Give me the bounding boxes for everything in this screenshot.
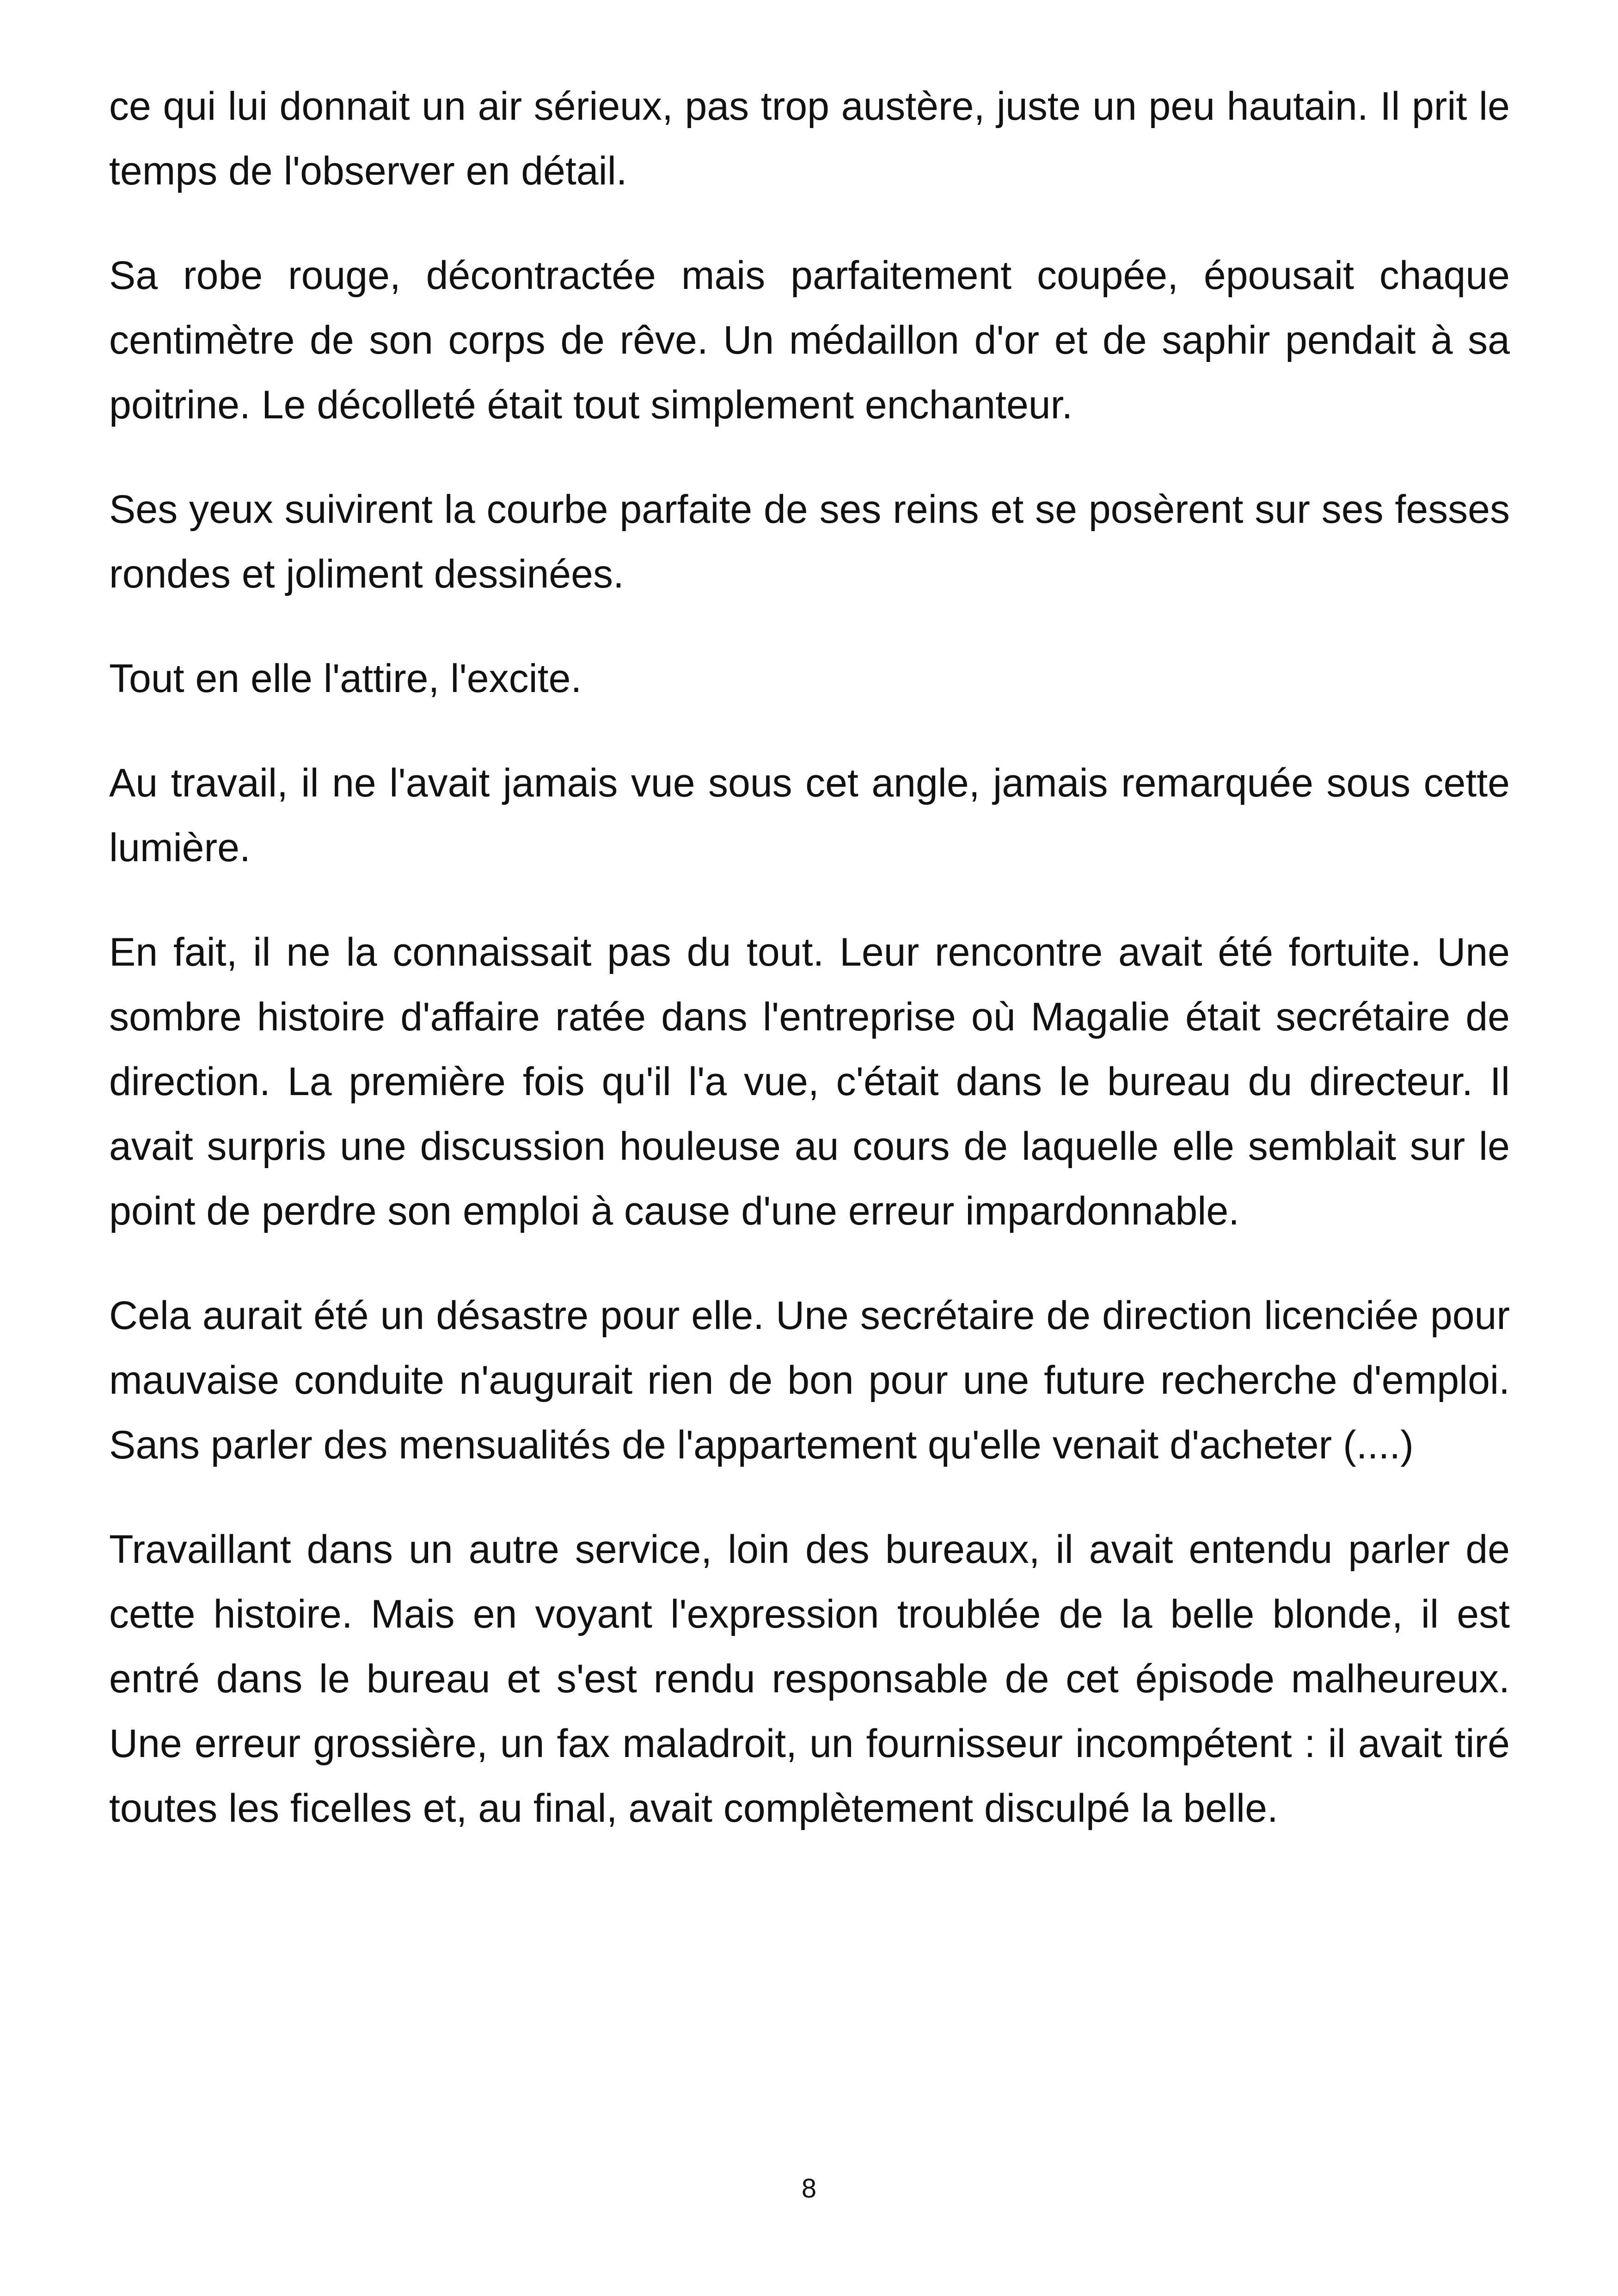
paragraph: ce qui lui donnait un air sérieux, pas trop austère, juste un peu hautain. Il prit le temps de l'observer en détail. bbox=[109, 84, 1510, 193]
paragraph: Au travail, il ne l'avait jamais vue sous cet angle, jamais remarquée sous cette lumière. bbox=[109, 761, 1510, 870]
paragraph: Travaillant dans un autre service, loin des bureaux, il avait entendu parler de cette histoire. Mais en voyant l'expression troublée de la belle blonde, il est entré dans le bureau et s'est rendu responsable de cet épisode malheureux. Une erreur grossière, un fax maladroit, un fournisseur incompétent : il avait tiré toutes les ficelles et, au final, avait complètement disculpé la belle. bbox=[109, 1527, 1510, 1831]
page-number: 8 bbox=[801, 2174, 817, 2204]
paragraph: Tout en elle l'attire, l'excite. bbox=[109, 656, 582, 701]
paragraph: Ses yeux suivirent la courbe parfaite de ses reins et se posèrent sur ses fesses rondes et joliment dessinées. bbox=[109, 487, 1510, 596]
paragraph: Sa robe rouge, décontractée mais parfaitement coupée, épousait chaque centimètre de son corps de rêve. Un médaillon d'or et de saphir pendait à sa poitrine. Le décolleté était tout simplement enchanteur. bbox=[109, 253, 1510, 427]
paragraph: Cela aurait été un désastre pour elle. Une secrétaire de direction licenciée pour mauvaise conduite n'augurait rien de bon pour une future recherche d'emploi. Sans parler des mensualités de l'appartement qu'elle venait d'acheter (....) bbox=[109, 1293, 1510, 1467]
body-text bbox=[109, 74, 1510, 1880]
paragraph: En fait, il ne la connaissait pas du tout. Leur rencontre avait été fortuite. Une sombre histoire d'affaire ratée dans l'entreprise où Magalie était secrétaire de direction. La première fois qu'il l'a vue, c'était dans le bureau du directeur. Il avait surpris une discussion houleuse au cours de laquelle elle semblait sur le point de perdre son emploi à cause d'une erreur impardonnable. bbox=[109, 930, 1510, 1233]
